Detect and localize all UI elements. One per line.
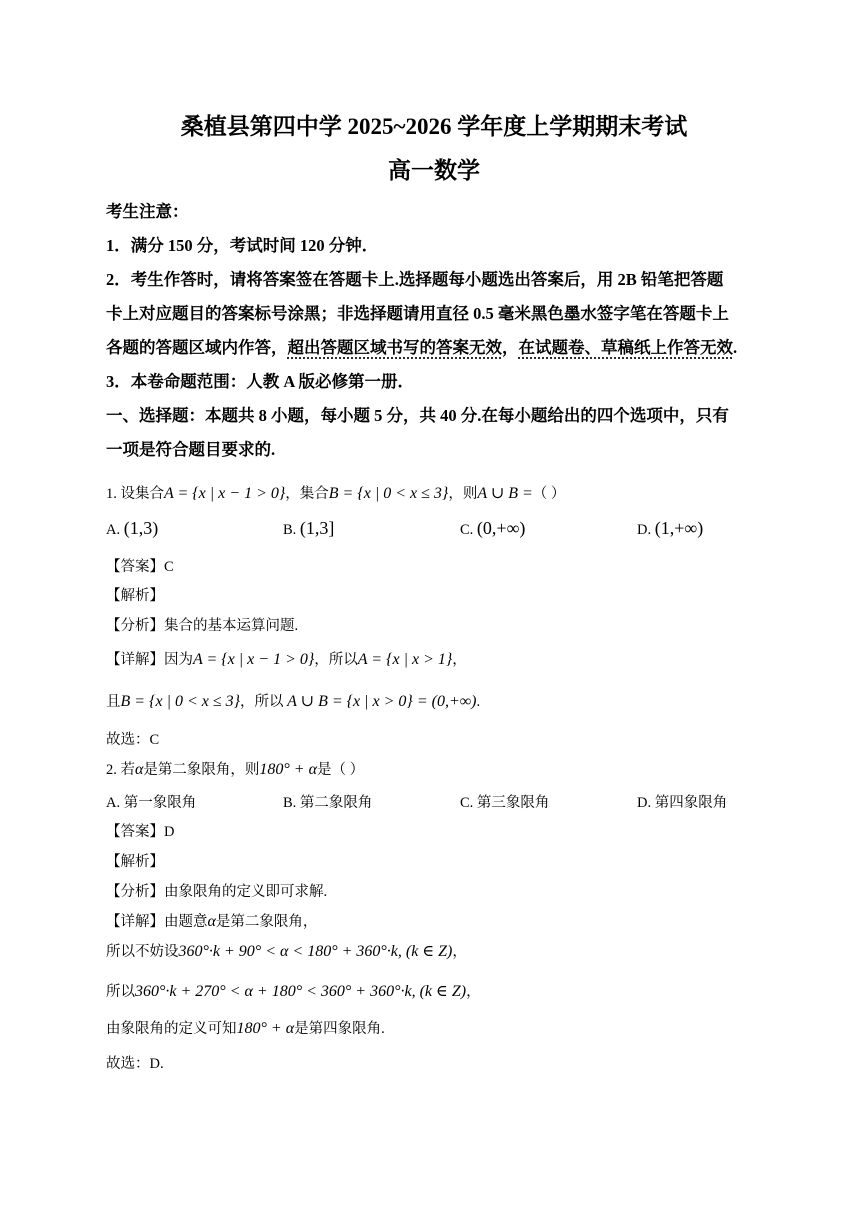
notice-item-1: 1．满分 150 分，考试时间 120 分钟． [106,236,379,255]
option-value: (1,+∞) [654,518,704,538]
option-value: 第四象限角 [654,795,728,811]
math-expression: 360°·k + 270° < α + 180° < 360° + 360°·k, (k ∈ Z) [135,983,467,1000]
detail-text: 由象限角的定义可知 [106,1021,237,1037]
question-number: 2. 若 [106,762,135,778]
math-expression: A ∪ B = {x | x > 0} = (0,+∞) [287,693,477,710]
question-2-stem [106,758,364,779]
math-expression: B = {x | 0 < x ≤ 3} [120,693,241,710]
notice-text: . [733,338,738,357]
math-expression: 180° + α [236,1020,295,1037]
option-value: (1,3] [299,518,335,538]
detail-text: ， [466,984,481,1000]
notice-text: ， [502,338,519,357]
notice-item-3: 3．本卷命题范围：人教 A 版必修第一册． [106,372,415,391]
detail-text: 是第四象限角. [294,1021,385,1037]
math-expression: 360°·k + 90° < α < 180° + 360°·k, (k ∈ Z) [178,943,453,960]
detail-text: 【详解】由题意 [106,914,208,930]
analysis-summary: 【分析】集合的基本运算问题. [106,618,299,634]
detail-text: 且 [106,694,121,710]
option-a [106,791,196,812]
option-label: D. [637,795,652,811]
math-set-b: B = {x | 0 < x ≤ 3} [328,485,449,502]
detail-text: ，所以 [314,652,358,668]
detail-line-1 [106,910,317,931]
section-heading-line-2: 一项是符合题目要求的. [106,440,276,459]
analysis-heading: 【解析】 [106,588,164,604]
detail-text: . [476,694,481,710]
stem-text: 是（ ） [317,762,365,778]
option-label: C. [460,522,474,538]
section-heading-line-1: 一、选择题：本题共 8 小题，每小题 5 分，共 40 分.在每小题给出的四个选项中，只有 [106,406,729,425]
conclusion-line: 故选：C [106,732,160,748]
question-number: 1. 设集合 [106,486,164,502]
detail-text: ，所以 [240,694,284,710]
detail-line-2 [106,940,467,961]
detail-line-2 [106,690,480,711]
math-alpha: α [135,761,144,778]
emphasis-text: 超出答题区域书写的答案无效 [287,338,502,357]
option-value: 第二象限角 [299,795,373,811]
answer-blank: （ ） [532,486,566,502]
detail-text: 【详解】因为 [106,652,193,668]
option-label: A. [106,795,121,811]
detail-text: ， [452,652,467,668]
option-b [283,518,334,539]
notice-heading: 考生注意： [106,202,189,221]
exam-title: 桑植县第四中学 2025~2026 学年度上学期期末考试 [180,114,688,139]
detail-text: ， [452,944,467,960]
option-c [460,791,549,812]
math-set-a: A = {x | x − 1 > 0} [164,485,286,502]
detail-text: 所以不妨设 [106,944,179,960]
option-value: (0,+∞) [476,518,526,538]
option-value: (1,3) [123,518,159,538]
notice-text: 各题的答题区域内作答， [106,338,288,357]
detail-line-1 [106,648,467,669]
stem-text: ，集合 [285,486,329,502]
subject-title: 高一数学 [388,158,480,183]
analysis-heading: 【解析】 [106,854,164,870]
option-b [283,791,372,812]
notice-item-2-line-1: 2．考生作答时，请将答案签在答题卡上.选择题每小题选出答案后，用 2B 铅笔把答题 [106,270,724,289]
option-d [637,791,727,812]
option-d [637,518,703,539]
option-label: D. [637,522,652,538]
stem-text: 是第二象限角，则 [143,762,260,778]
option-label: B. [283,795,297,811]
answer-line: 【答案】D [106,824,175,840]
math-expression: A = {x | x > 1} [357,651,453,668]
math-alpha: α [207,913,216,930]
math-expression: 180° + α [259,761,317,778]
option-label: B. [283,522,297,538]
option-label: A. [106,522,121,538]
option-label: C. [460,795,474,811]
question-1-stem [106,482,565,503]
math-union: A ∪ B = [477,485,533,502]
emphasis-text: 在试题卷、草稿纸上作答无效 [518,338,733,357]
notice-item-2-line-2: 卡上对应题目的答案标号涂黑；非选择题请用直径 0.5 毫米黑色墨水签字笔在答题卡上 [106,304,729,323]
detail-line-4 [106,1017,385,1038]
analysis-summary: 【分析】由象限角的定义即可求解. [106,884,328,900]
notice-item-2-line-3 [106,334,737,358]
conclusion-line: 故选：D. [106,1056,164,1072]
detail-line-3 [106,980,481,1001]
option-c [460,518,525,539]
stem-text: ，则 [448,486,478,502]
detail-text: 所以 [106,984,135,1000]
detail-text: 是第二象限角， [215,914,318,930]
answer-line: 【答案】C [106,559,174,575]
option-value: 第一象限角 [123,795,197,811]
math-expression: A = {x | x − 1 > 0} [193,651,315,668]
option-value: 第三象限角 [476,795,550,811]
option-a [106,518,158,539]
